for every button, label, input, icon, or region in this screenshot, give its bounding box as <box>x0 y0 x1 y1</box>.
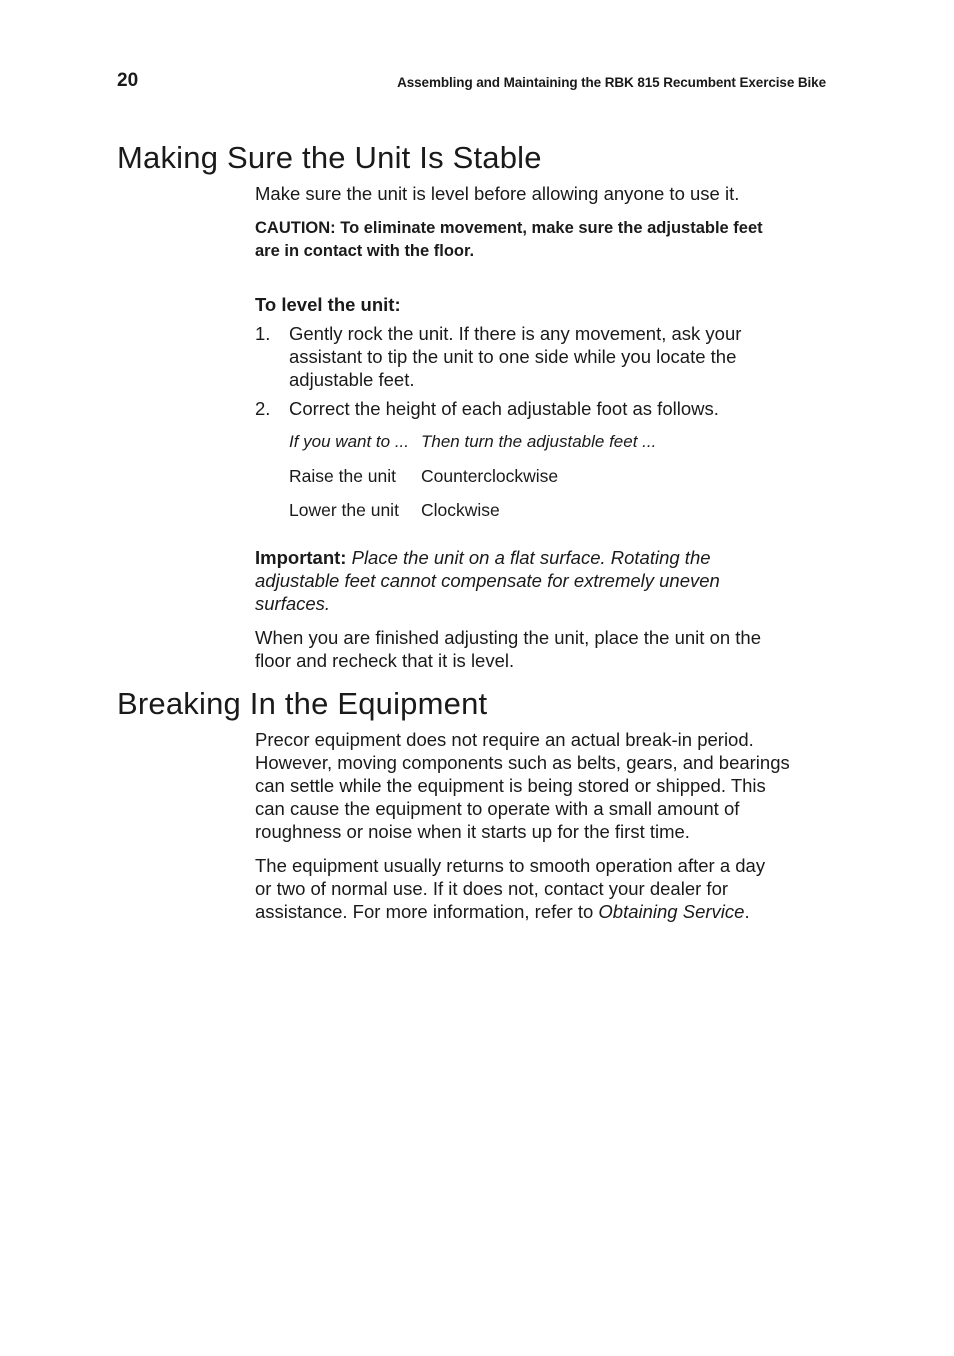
section-heading-breaking-in: Breaking In the Equipment <box>117 686 488 721</box>
intro-paragraph: Make sure the unit is level before allowing anyone to use it. <box>255 183 740 204</box>
table-cell: Counterclockwise <box>421 466 559 486</box>
page-number: 20 <box>117 70 139 91</box>
section-breaking-in-body <box>255 728 800 923</box>
important-note <box>255 546 800 615</box>
table-header-cell: Then turn the adjustable feet ... <box>421 432 657 451</box>
procedure-heading: To level the unit: <box>255 294 401 315</box>
closing-paragraph: When you are finished adjusting the unit, place the unit on the floor and recheck that it is level. <box>255 627 762 671</box>
table-row <box>289 500 656 534</box>
step-text: Gently rock the unit. If there is any movement, ask your assistant to tip the unit to one side while you locate the adjustable feet. <box>289 323 742 390</box>
paragraph-end: . <box>744 901 750 922</box>
running-header: Assembling and Maintaining the RBK 815 Recumbent Exercise Bike <box>397 75 826 90</box>
important-text: Place the unit on a flat surface. Rotating the adjustable feet cannot compensate for extremely uneven surfaces. <box>255 547 720 614</box>
break-in-paragraph-1: Precor equipment does not require an actual break-in period. However, moving components such as belts, gears, and bearings can settle while the equipment is being stored or shipped. This can cause the equipment to operate with a small amount of roughness or noise when it starts up for the first time. <box>255 729 790 842</box>
section-stable-footer <box>255 546 800 672</box>
caution-note <box>255 217 800 263</box>
caution-line-2: are in contact with the floor. <box>255 242 475 260</box>
step-item <box>255 397 800 420</box>
important-label: Important: <box>255 547 347 568</box>
adjustment-table <box>289 432 656 534</box>
table-cell: Raise the unit <box>289 466 397 486</box>
table-header-cell: If you want to ... <box>289 432 410 451</box>
table-row <box>289 466 656 500</box>
table-cell: Clockwise <box>421 500 500 520</box>
section-heading-stable: Making Sure the Unit Is Stable <box>117 140 542 175</box>
cross-reference-link: Obtaining Service <box>598 901 745 922</box>
step-item <box>255 322 800 391</box>
step-number: 1. <box>255 323 271 344</box>
table-header-row <box>289 432 656 466</box>
paragraph-text: The equipment usually returns to smooth operation after a day or two of normal use. If it does not, contact your dealer for assistance. For more information, refer to <box>255 855 766 922</box>
section-stable-body <box>255 182 800 420</box>
step-text: Correct the height of each adjustable foot as follows. <box>289 398 719 419</box>
step-number: 2. <box>255 398 271 419</box>
table-cell: Lower the unit <box>289 500 399 520</box>
caution-line-1: CAUTION: To eliminate movement, make sure the adjustable feet <box>255 219 763 237</box>
break-in-paragraph-2 <box>255 854 800 923</box>
